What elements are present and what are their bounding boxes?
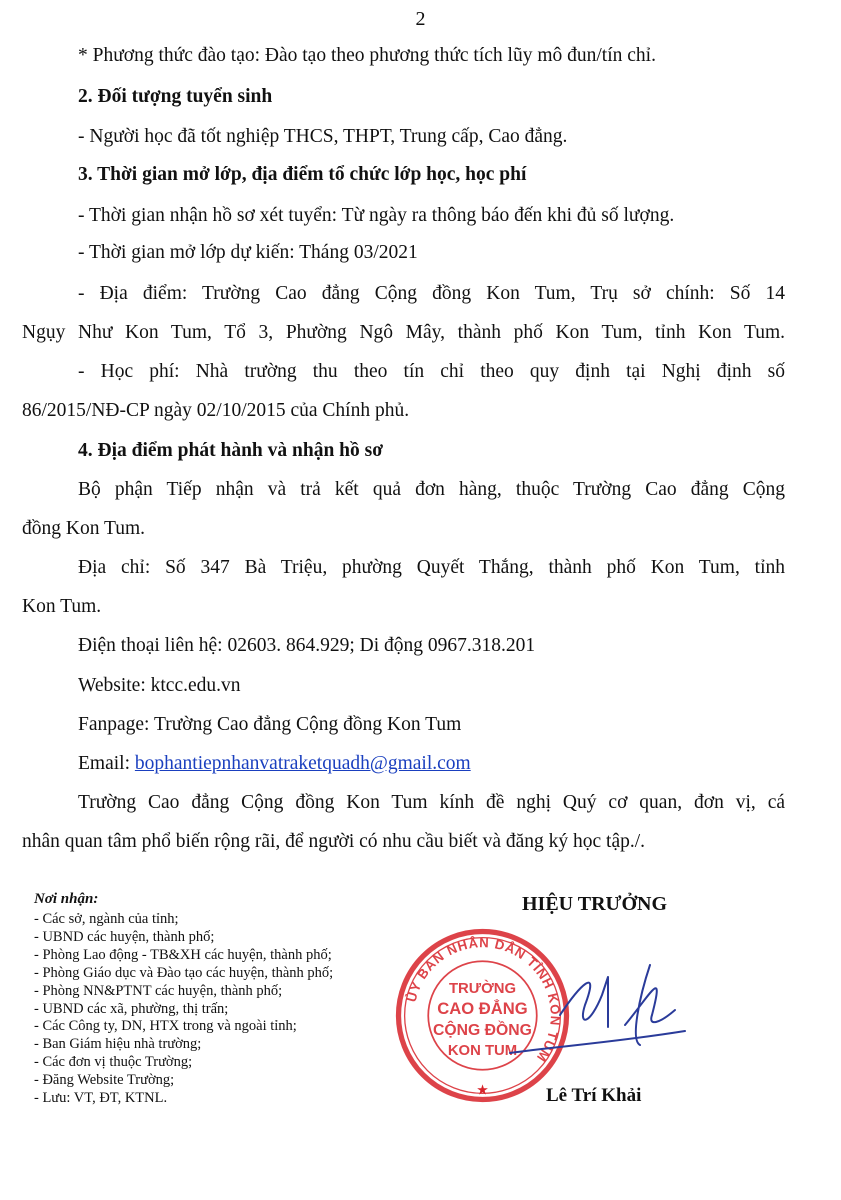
recipient-item: - UBND các xã, phường, thị trấn; [34,1000,229,1017]
section2-item: - Người học đã tốt nghiệp THCS, THPT, Trung cấp, Cao đẳng. [78,126,568,147]
seal-star-icon: ★ [476,1083,489,1099]
location-line-2: Ngụy Như Kon Tum, Tổ 3, Phường Ngô Mây, thành phố Kon Tum, tỉnh Kon Tum. [22,322,785,343]
recipient-item: - Ban Giám hiệu nhà trường; [34,1036,202,1053]
email-line [78,751,471,777]
seal-line-4: KON TUM [447,1042,518,1059]
section3-heading: 3. Thời gian mở lớp, địa điểm tổ chức lớp học, học phí [78,164,527,185]
recipient-item: - Các đơn vị thuộc Trường; [34,1054,193,1071]
recipient-item: - Phòng Giáo dục và Đào tạo các huyện, thành phố; [34,964,334,981]
recipient-item: - UBND các huyện, thành phố; [34,928,215,945]
email-link[interactable]: bophantiepnhanvatraketquadh@gmail.com [134,753,471,774]
department-line-1: Bộ phận Tiếp nhận và trả kết quả đơn hàng, thuộc Trường Cao đẳng Cộng [78,479,785,500]
address-line-1: Địa chỉ: Số 347 Bà Triệu, phường Quyết Thắng, thành phố Kon Tum, tỉnh [78,557,785,578]
section2-heading: 2. Đối tượng tuyển sinh [78,86,273,107]
location-line-1: - Địa điểm: Trường Cao đẳng Cộng đồng Kon Tum, Trụ sở chính: Số 14 [78,283,785,304]
fanpage-line: Fanpage: Trường Cao đẳng Cộng đồng Kon Tum [78,714,462,735]
handwritten-signature [490,955,690,1065]
recipients-list [34,911,333,1108]
recipient-item: - Lưu: VT, ĐT, KTNL. [34,1090,168,1107]
signature-title: HIỆU TRƯỞNG [522,893,668,915]
seal-line-1: TRƯỜNG [448,980,517,997]
tuition-line-1: - Học phí: Nhà trường thu theo tín chỉ theo quy định tại Nghị định số [78,361,785,382]
recipient-item: - Đăng Website Trường; [34,1072,175,1089]
application-period: - Thời gian nhận hồ sơ xét tuyển: Từ ngày ra thông báo đến khi đủ số lượng. [78,205,675,226]
seal-line-2: CAO ĐẲNG [437,998,528,1018]
recipient-item: - Các sở, ngành của tỉnh; [34,911,179,927]
closing-line-2: nhân quan tâm phổ biến rộng rãi, để người có nhu cầu biết và đăng ký học tập./. [22,831,646,852]
tuition-line-2: 86/2015/NĐ-CP ngày 02/10/2015 của Chính phủ. [22,400,410,421]
signer-name: Lê Trí Khải [546,1085,642,1106]
class-opening: - Thời gian mở lớp dự kiến: Tháng 03/2021 [78,242,418,263]
recipient-item: - Phòng NN&PTNT các huyện, thành phố; [34,982,283,999]
department-line-2: đồng Kon Tum. [22,518,145,539]
page-number: 2 [415,8,426,30]
recipient-item: - Các Công ty, DN, HTX trong và ngoài tỉnh; [34,1018,297,1035]
address-line-2: Kon Tum. [22,596,102,617]
closing-line-1: Trường Cao đẳng Cộng đồng Kon Tum kính đề nghị Quý cơ quan, đơn vị, cá [78,792,785,813]
website-line: Website: ktcc.edu.vn [78,675,241,696]
recipient-item: - Phòng Lao động - TB&XH các huyện, thành phố; [34,946,332,963]
recipients-title: Nơi nhận: [34,891,99,907]
seal-outer-text: ỦY BAN NHÂN DÂN TỈNH KON TUM [403,935,563,1065]
email-label: Email: [78,753,135,774]
phone-line: Điện thoại liên hệ: 02603. 864.929; Di động 0967.318.201 [78,635,536,656]
training-method-line: * Phương thức đào tạo: Đào tạo theo phương thức tích lũy mô đun/tín chỉ. [78,45,656,66]
seal-line-3: CỘNG ĐỒNG [433,1021,532,1039]
section4-heading: 4. Địa điểm phát hành và nhận hồ sơ [78,440,384,461]
